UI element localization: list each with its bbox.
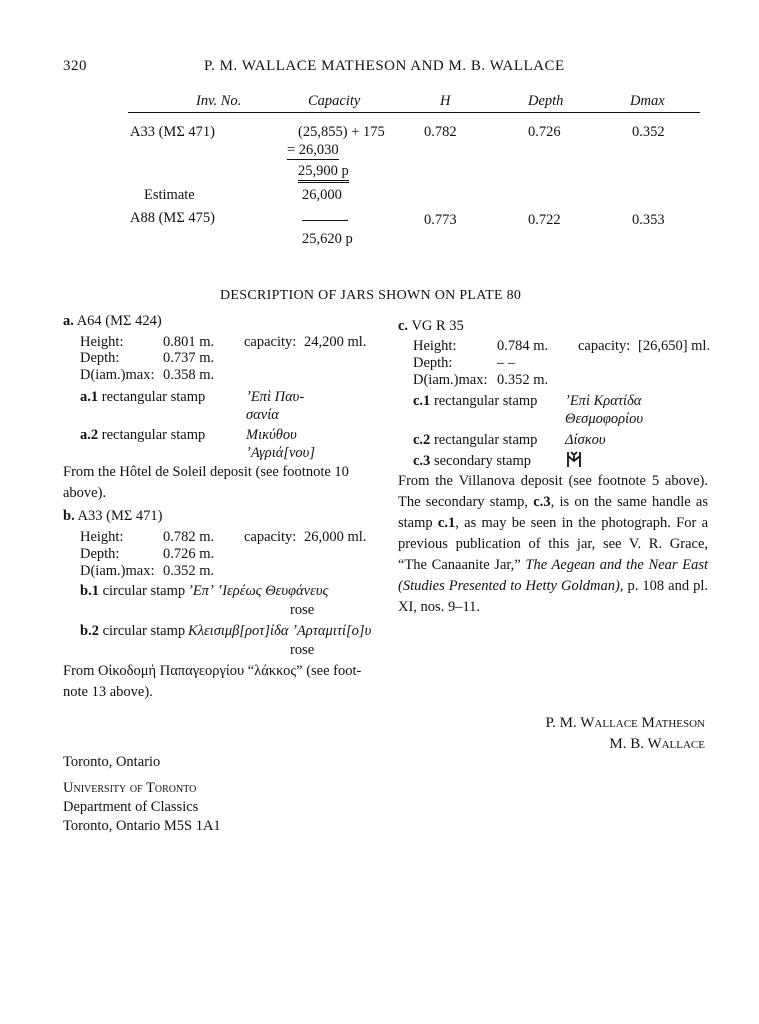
stamp-text: Θεσμοφορίου — [565, 411, 644, 427]
page-number: 320 — [63, 58, 87, 74]
capacity-value: 26,000 ml. — [304, 529, 367, 545]
column-header-h: H — [440, 93, 451, 109]
depth-value: 0.737 m. — [163, 350, 215, 366]
stamp-text: ʼΑγριά[νου] — [246, 445, 315, 461]
capacity-blank-line — [302, 220, 348, 221]
stamp-entry — [80, 427, 205, 444]
jar-title: VG R 35 — [411, 318, 464, 334]
stamp-entry — [413, 432, 537, 449]
stamp-id: a.2 — [80, 427, 99, 443]
jar-heading — [63, 313, 162, 330]
stamp-desc: circular stamp — [102, 583, 186, 599]
table-header-rule — [128, 112, 700, 113]
university-line: University of Toronto — [63, 780, 197, 796]
stamp-text: ʼΕπʼ ʽΙερέως Θευφάνευς — [188, 583, 329, 599]
table-cell-depth: 0.726 — [528, 124, 561, 140]
note-text: , is on the same handle as stamp — [398, 494, 708, 531]
citation-title: The Aegean and the Near East (Studies Presented to Hetty Goldman) — [398, 557, 708, 594]
stamp-entry — [413, 393, 537, 410]
stamp-id: b.2 — [80, 623, 99, 639]
stamp-desc: circular stamp — [102, 623, 186, 639]
jar-note: From the Hôtel de Soleil deposit (see footnote 10 above). — [63, 464, 349, 501]
stamp-desc: rectangular stamp — [433, 393, 538, 409]
department-line: Department of Classics — [63, 799, 199, 815]
column-header-depth: Depth — [528, 93, 564, 109]
stamp-entry — [80, 583, 185, 600]
stamp-desc: rectangular stamp — [101, 389, 206, 405]
capacity-value: 24,200 ml. — [304, 334, 367, 350]
table-cell-dmax: 0.353 — [632, 212, 665, 228]
stamp-text: ʼΕπὶ Παυ- — [246, 389, 305, 405]
column-header-inv-no: Inv. No. — [196, 93, 242, 109]
table-cell-inv: Estimate — [144, 187, 195, 203]
stamp-text: Μικύθου — [246, 427, 297, 443]
dmax-value: 0.352 m. — [497, 372, 549, 388]
stamp-reference: c.1 — [437, 515, 456, 531]
capacity-value: [26,650] ml. — [638, 338, 711, 354]
jar-label: b. — [63, 508, 75, 524]
stamp-text: ʼΕπὶ Κρατίδα — [565, 393, 642, 409]
dmax-label: D(iam.)max: — [80, 563, 155, 579]
capacity-label: capacity: — [578, 338, 631, 354]
stamp-id: a.1 — [80, 389, 99, 405]
jar-label: a. — [63, 313, 74, 329]
stamp-text: σανία — [246, 407, 279, 423]
depth-value: 0.726 m. — [163, 546, 215, 562]
dmax-label: D(iam.)max: — [413, 372, 488, 388]
table-cell-depth: 0.722 — [528, 212, 561, 228]
dmax-label: D(iam.)max: — [80, 367, 155, 383]
table-cell-capacity: (25,855) + 175 — [298, 124, 385, 140]
table-cell-h: 0.773 — [424, 212, 457, 228]
stamp-id: b.1 — [80, 583, 99, 599]
capacity-label: capacity: — [244, 529, 297, 545]
stamp-entry — [413, 453, 531, 470]
stamp-reference: c.3 — [533, 494, 551, 510]
stamp-text: Κλεισιμβ[ροτ]ίδα ʼΑρταμιτί[ο]υ — [188, 623, 372, 639]
secondary-stamp-symbol-icon — [566, 450, 582, 468]
depth-label: Depth: — [80, 546, 120, 562]
note-text: , p. 108 and pl. XI, nos. 9–11. — [398, 578, 709, 615]
stamp-desc: rectangular stamp — [101, 427, 206, 443]
height-label: Height: — [413, 338, 457, 354]
dmax-value: 0.352 m. — [163, 563, 215, 579]
stamp-id: c.3 — [413, 453, 431, 469]
jar-title: A64 (ΜΣ 424) — [76, 313, 162, 329]
jar-title: A33 (ΜΣ 471) — [77, 508, 163, 524]
stamp-emblem: rose — [290, 602, 315, 618]
table-cell-capacity: 25,620 p — [302, 231, 353, 247]
stamp-entry — [80, 623, 185, 640]
column-header-dmax: Dmax — [630, 93, 665, 109]
height-label: Height: — [80, 334, 124, 350]
jar-note — [398, 471, 708, 618]
depth-label: Depth: — [80, 350, 120, 366]
jar-heading — [398, 318, 464, 335]
table-cell-capacity: = 26,030 — [287, 142, 339, 158]
stamp-desc: secondary stamp — [433, 453, 531, 469]
stamp-id: c.1 — [413, 393, 431, 409]
depth-value: – – — [497, 355, 516, 371]
depth-label: Depth: — [413, 355, 453, 371]
table-cell-inv: A88 (ΜΣ 475) — [130, 210, 215, 226]
note-text: From the Villanova deposit (see footnote 5 above). The secondary stamp, — [398, 473, 708, 510]
author-name: M. B. Wallace — [609, 736, 705, 752]
jar-label: c. — [398, 318, 409, 334]
author-name: P. M. Wallace Matheson — [545, 715, 705, 731]
dmax-value: 0.358 m. — [163, 367, 215, 383]
stamp-text: Δίσκου — [565, 432, 606, 448]
table-cell-dmax: 0.352 — [632, 124, 665, 140]
capacity-label: capacity: — [244, 334, 297, 350]
height-label: Height: — [80, 529, 124, 545]
section-title: DESCRIPTION OF JARS SHOWN ON PLATE 80 — [220, 288, 522, 303]
table-cell-capacity: 26,000 — [302, 187, 342, 203]
running-title: P. M. WALLACE MATHESON AND M. B. WALLACE — [204, 58, 565, 74]
column-header-capacity: Capacity — [308, 93, 361, 109]
table-cell-inv: A33 (ΜΣ 471) — [130, 124, 215, 140]
stamp-desc: rectangular stamp — [433, 432, 538, 448]
height-value: 0.784 m. — [497, 338, 549, 354]
table-cell-capacity: 25,900 p — [298, 163, 349, 183]
stamp-emblem: rose — [290, 642, 315, 658]
place-line: Toronto, Ontario — [63, 754, 161, 770]
stamp-id: c.2 — [413, 432, 431, 448]
jar-heading — [63, 508, 163, 525]
height-value: 0.801 m. — [163, 334, 215, 350]
table-cell-h: 0.782 — [424, 124, 457, 140]
stamp-entry — [80, 389, 205, 406]
height-value: 0.782 m. — [163, 529, 215, 545]
jar-note: From Οἰκοδομή Παπαγεοργίου “λάκκος” (see foot-note 13 above). — [63, 663, 362, 700]
note-text: , as may be seen in the photograph. For a previous publication of this jar, see V. R. Grace, “The Canaanite Jar,” — [398, 515, 709, 573]
city-line: Toronto, Ontario M5S 1A1 — [63, 818, 221, 834]
